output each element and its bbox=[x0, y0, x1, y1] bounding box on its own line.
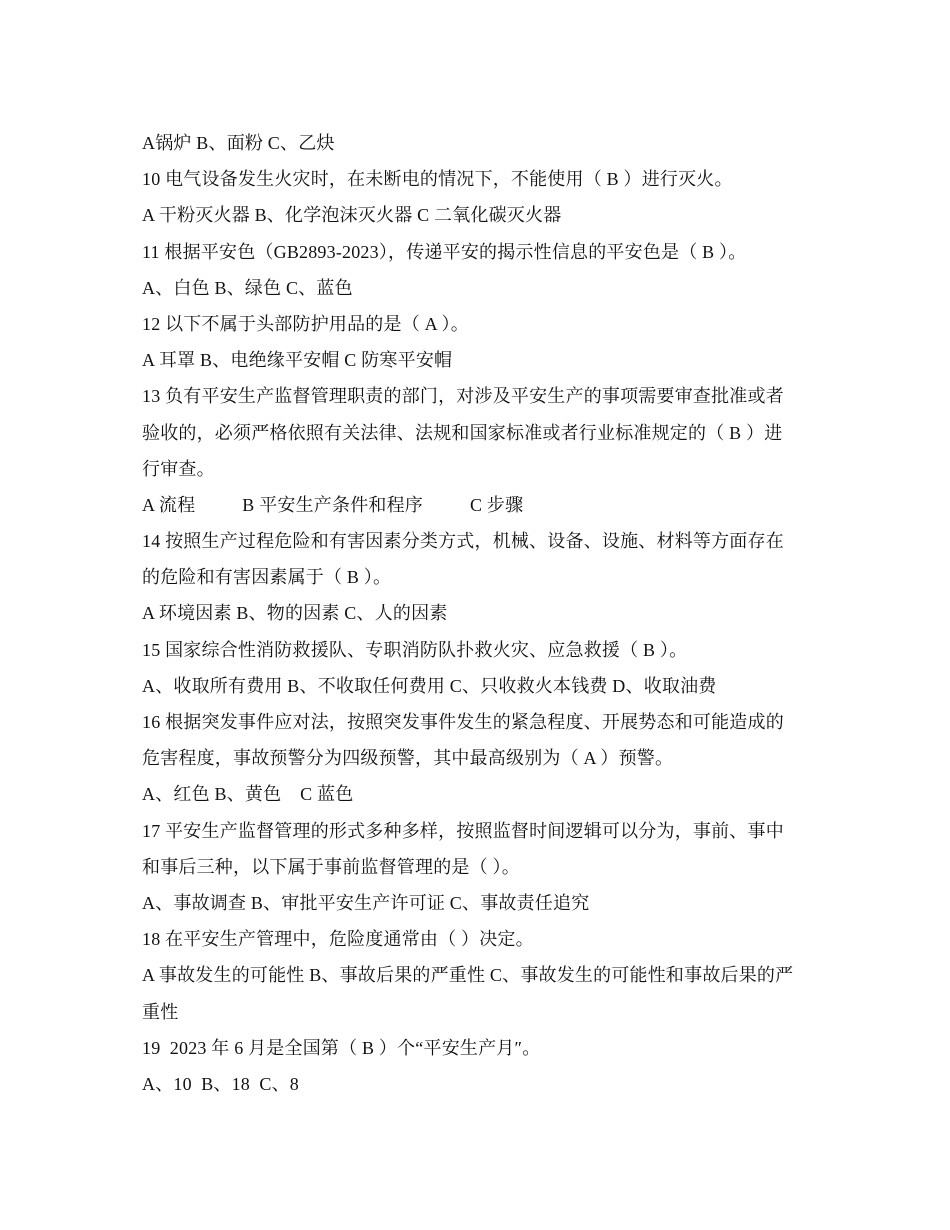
text-line: 19 2023 年 6 月是全国第（ B ）个“平安生产月″。 bbox=[142, 1037, 541, 1058]
text-line: A 干粉灭火器 B、化学泡沫灭火器 C 二氧化碳灭火器 bbox=[142, 205, 562, 226]
text-line: 危害程度，事故预警分为四级预警，其中最高级别为（ A ）预警。 bbox=[142, 748, 674, 769]
text-line: A、10 B、18 C、8 bbox=[142, 1073, 300, 1094]
text-line: 重性 bbox=[142, 1001, 179, 1022]
text-line: 的危险和有害因素属于（ B ）。 bbox=[142, 567, 392, 588]
text-line: 行审查。 bbox=[142, 458, 215, 479]
text-line: 10 电气设备发生火灾时，在未断电的情况下，不能使用（ B ）进行灭火。 bbox=[142, 169, 733, 190]
document-page bbox=[142, 125, 812, 1102]
text-line: 18 在平安生产管理中，危险度通常由（ ）决定。 bbox=[142, 929, 534, 950]
text-line: 16 根据突发事件应对法，按照突发事件发生的紧急程度、开展势态和可能造成的 bbox=[142, 712, 784, 732]
text-line: A、收取所有费用 B、不收取任何费用 C、只收救火本钱费 D、收取油费 bbox=[142, 675, 717, 696]
text-line: 17 平安生产监督管理的形式多种多样，按照监督时间逻辑可以分为，事前、事中 bbox=[142, 820, 784, 841]
text-line: A 事故发生的可能性 B、事故后果的严重性 C、事故发生的可能性和事故后果的严 bbox=[142, 965, 794, 986]
text-line: A、红色 B、黄色 C 蓝色 bbox=[142, 784, 354, 805]
text-line: A 流程 B 平安生产条件和程序 C 步骤 bbox=[142, 494, 524, 515]
text-line: A 环境因素 B、物的因素 C、人的因素 bbox=[142, 603, 448, 624]
text-line: 11 根据平安色（GB2893-2023），传递平安的揭示性信息的平安色是（ B ）。 bbox=[142, 241, 747, 262]
text-line: 和事后三种，以下属于事前监督管理的是（ ）。 bbox=[142, 856, 520, 877]
text-line: 验收的，必须严格依照有关法律、法规和国家标准或者行业标准规定的（ B ）进 bbox=[142, 422, 783, 443]
text-line: A、事故调查 B、审批平安生产许可证 C、事故责任追究 bbox=[142, 892, 590, 913]
text-line: A锅炉 B、面粉 C、乙炔 bbox=[142, 133, 335, 153]
text-line: 13 负有平安生产监督管理职责的部门，对涉及平安生产的事项需要审查批准或者 bbox=[142, 386, 784, 407]
text-line: 12 以下不属于头部防护用品的是（ A ）。 bbox=[142, 313, 469, 334]
text-line: A 耳罩 B、电绝缘平安帽 C 防寒平安帽 bbox=[142, 350, 453, 371]
text-line: 15 国家综合性消防救援队、专职消防队扑救火灾、应急救援（ B ）。 bbox=[142, 639, 688, 660]
text-line: A、白色 B、绿色 C、蓝色 bbox=[142, 277, 353, 298]
text-line: 14 按照生产过程危险和有害因素分类方式，机械、设备、设施、材料等方面存在 bbox=[142, 531, 784, 552]
